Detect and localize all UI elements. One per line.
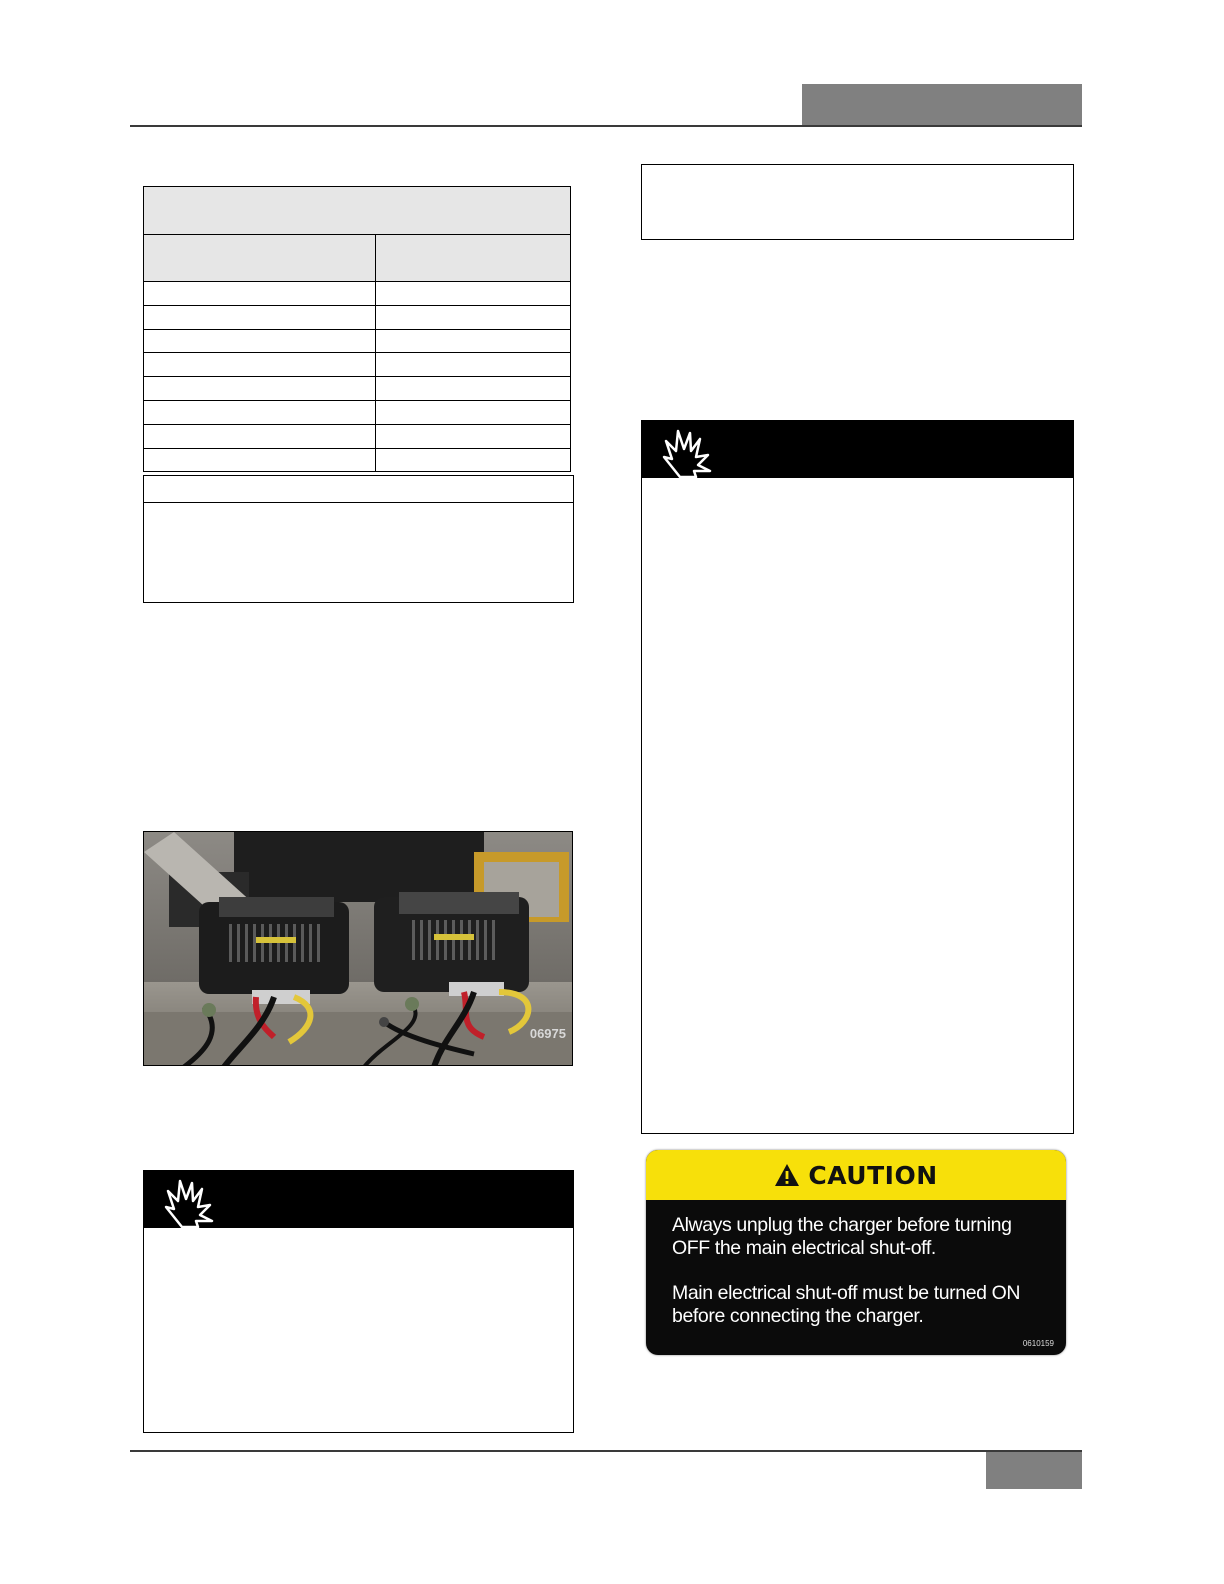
table-row [144,377,570,401]
warning-box [143,1170,574,1433]
table-cell [144,377,376,400]
table-cell [376,282,570,305]
caution-band [646,1150,1066,1200]
table-cell [376,306,570,329]
table-row [144,401,570,425]
warning-triangle-icon [774,1163,800,1187]
caution-line-2: Main electrical shut-off must be turned ON before connecting the charger. [672,1282,1021,1327]
table-cell [376,377,570,400]
spec-table-header-row [144,235,570,282]
table-cell [376,330,570,353]
table-cell [144,449,376,472]
table-cell [376,353,570,376]
table-row [144,282,570,306]
note-box [143,475,574,603]
spec-table [143,186,571,472]
header-section-tab [802,84,1082,126]
caution-line-1: Always unplug the charger before turning OFF the main electrical shut-off. [672,1214,1012,1259]
table-cell [144,353,376,376]
warning-box-header [642,421,1073,478]
caution-title: CAUTION [808,1160,938,1190]
table-row [144,306,570,330]
table-cell [144,306,376,329]
explosion-icon [162,1177,214,1229]
table-cell [376,449,570,472]
table-row [144,449,570,472]
caution-decal-code: 0610159 [1022,1339,1054,1348]
table-cell [144,330,376,353]
figure-code: 06975 [529,1026,566,1041]
note-box [641,164,1074,240]
battery-chargers-illustration [144,832,573,1066]
table-cell [144,282,376,305]
table-cell [376,401,570,424]
warning-box-header [144,1171,573,1228]
battery-chargers-photo [143,831,573,1066]
caution-text [646,1200,1066,1328]
note-box-heading [144,476,573,503]
table-cell [144,401,376,424]
spec-table-header-cell [144,235,376,281]
spec-table-caption [144,187,570,235]
warning-box [641,420,1074,1134]
table-cell [376,425,570,448]
table-row [144,330,570,354]
table-row [144,425,570,449]
spec-table-header-cell [376,235,570,281]
footer-page-tab [986,1452,1082,1489]
caution-decal [646,1150,1066,1355]
table-cell [144,425,376,448]
footer-rule [130,1450,1082,1452]
table-row [144,353,570,377]
header-rule [130,125,1082,127]
explosion-icon [660,427,712,479]
